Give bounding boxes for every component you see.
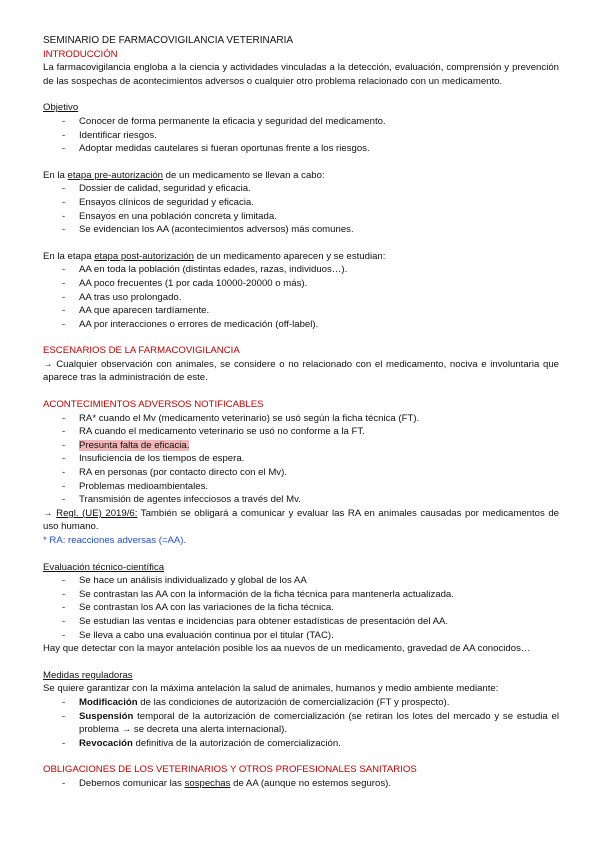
obligaciones-list: [43, 777, 559, 791]
list-item: - Se contrastan las AA con la información de la ficha técnica para mantenerla actualizada.: [43, 588, 559, 602]
intro-heading: INTRODUCCIÓN: [43, 48, 118, 60]
list-item: - Se lleva a cabo una evaluación continua por el titular (TAC).: [43, 629, 559, 643]
intro-text: La farmacovigilancia engloba a la ciencia y actividades vinculadas a la detección, evaluación, comprensión y prevención de las sospechas de acontecimientos adversos o cualquier otro problema relacionado con un medicamento.: [43, 62, 559, 87]
pre-link: etapa pre-autorización: [67, 169, 164, 181]
evaluacion-list: [43, 574, 559, 642]
list-item: - Suspensión temporal de la autorización de comercialización (se retiran los lotes del mercado y se estudia el problema → se decreta una alerta internacional).: [43, 710, 559, 737]
list-item: - Se contrastan los AA con las variaciones de la ficha técnica.: [43, 601, 559, 615]
list-item: - Se estudian las ventas e incidencias para obtener estadísticas de presentación del AA.: [43, 615, 559, 629]
list-item: - Se evidencian los AA (acontecimientos adversos) más comunes.: [43, 223, 559, 237]
list-item: - Conocer de forma permanente la eficacia y seguridad del medicamento.: [43, 115, 559, 129]
post-intro: En la etapa etapa post-autorización de un medicamento aparecen y se estudian:: [43, 250, 386, 262]
objetivo-list: [43, 115, 559, 156]
list-item: - RA* cuando el Mv (medicamento veterinario) se usó según la ficha técnica (FT).: [43, 412, 559, 426]
list-item: - Transmisión de agentes infecciosos a través del Mv.: [43, 493, 559, 507]
pre-intro: En la etapa pre-autorización de un medicamento se llevan a cabo:: [43, 169, 325, 181]
sospechas-link: sospechas: [184, 777, 231, 789]
acontecimientos-list: [43, 412, 559, 507]
post-link: etapa post-autorización: [94, 250, 194, 262]
list-item: - Debemos comunicar las sospechas de AA (aunque no estemos seguros).: [43, 777, 559, 791]
escenarios-text: → Cualquier observación con animales, se considere o no relacionado con el medicamento, nociva e involuntaria que aparece tras la administración de este.: [43, 358, 559, 384]
regulation-note: → Regl. (UE) 2019/6: También se obligará a comunicar y evaluar las RA en animales causadas por medicamentos de uso humano.: [43, 507, 560, 533]
list-item: - AA tras uso prolongado.: [43, 291, 559, 305]
obligaciones-heading: OBLIGACIONES DE LOS VETERINARIOS Y OTROS PROFESIONALES SANITARIOS: [43, 764, 417, 776]
list-item: - Modificación de las condiciones de autorización de comercialización (FT y prospecto).: [43, 696, 559, 710]
list-item: - RA cuando el medicamento veterinario se usó no conforme a la FT.: [43, 425, 559, 439]
post-list: [43, 263, 559, 331]
acontecimientos-heading: ACONTECIMIENTOS ADVERSOS NOTIFICABLES: [43, 399, 264, 411]
evaluacion-heading: Evaluación técnico-científica: [43, 561, 165, 573]
list-item: - AA en toda la población (distintas edades, razas, individuos…).: [43, 263, 559, 277]
list-item: - Identificar riesgos.: [43, 129, 559, 143]
list-item: - Dossier de calidad, seguridad y eficacia.: [43, 182, 559, 196]
pre-list: [43, 182, 559, 236]
list-item: - Insuficiencia de los tiempos de espera.: [43, 452, 559, 466]
objetivo-heading: Objetivo: [43, 102, 79, 114]
highlighted-text: Presunta falta de eficacia.: [79, 439, 190, 451]
list-item: - AA poco frecuentes (1 por cada 10000-20000 o más).: [43, 277, 559, 291]
escenarios-heading: ESCENARIOS DE LA FARMACOVIGILANCIA: [43, 345, 240, 357]
medidas-heading: Medidas reguladoras: [43, 669, 133, 681]
evaluacion-note: Hay que detectar con la mayor antelación posible los aa nuevos de un medicamento, gravedad de AA conocidos…: [43, 643, 531, 655]
list-item: - Problemas medioambientales.: [43, 480, 559, 494]
list-item: - RA en personas (por contacto directo con el Mv).: [43, 466, 559, 480]
list-item: - AA que aparecen tardíamente.: [43, 304, 559, 318]
footnote: * RA: reacciones adversas (=AA).: [43, 535, 187, 546]
list-item: [43, 439, 559, 453]
medidas-intro: Se quiere garantizar con la máxima antelación la salud de animales, humanos y medio ambiente mediante:: [43, 683, 499, 695]
document-page: [43, 34, 559, 791]
medidas-list: [43, 696, 559, 750]
list-item: - Revocación definitiva de la autorización de comercialización.: [43, 737, 559, 751]
list-item: - Adoptar medidas cautelares si fueran oportunas frente a los riesgos.: [43, 142, 559, 156]
list-item: - Ensayos clínicos de seguridad y eficacia.: [43, 196, 559, 210]
list-item: - Ensayos en una población concreta y limitada.: [43, 210, 559, 224]
list-item: - Se hace un análisis individualizado y global de los AA: [43, 574, 559, 588]
document-title: SEMINARIO DE FARMACOVIGILANCIA VETERINARIA: [43, 35, 294, 46]
regulation-link: Regl. (UE) 2019/6:: [56, 507, 138, 519]
list-item: - AA por interacciones o errores de medicación (off-label).: [43, 318, 559, 332]
